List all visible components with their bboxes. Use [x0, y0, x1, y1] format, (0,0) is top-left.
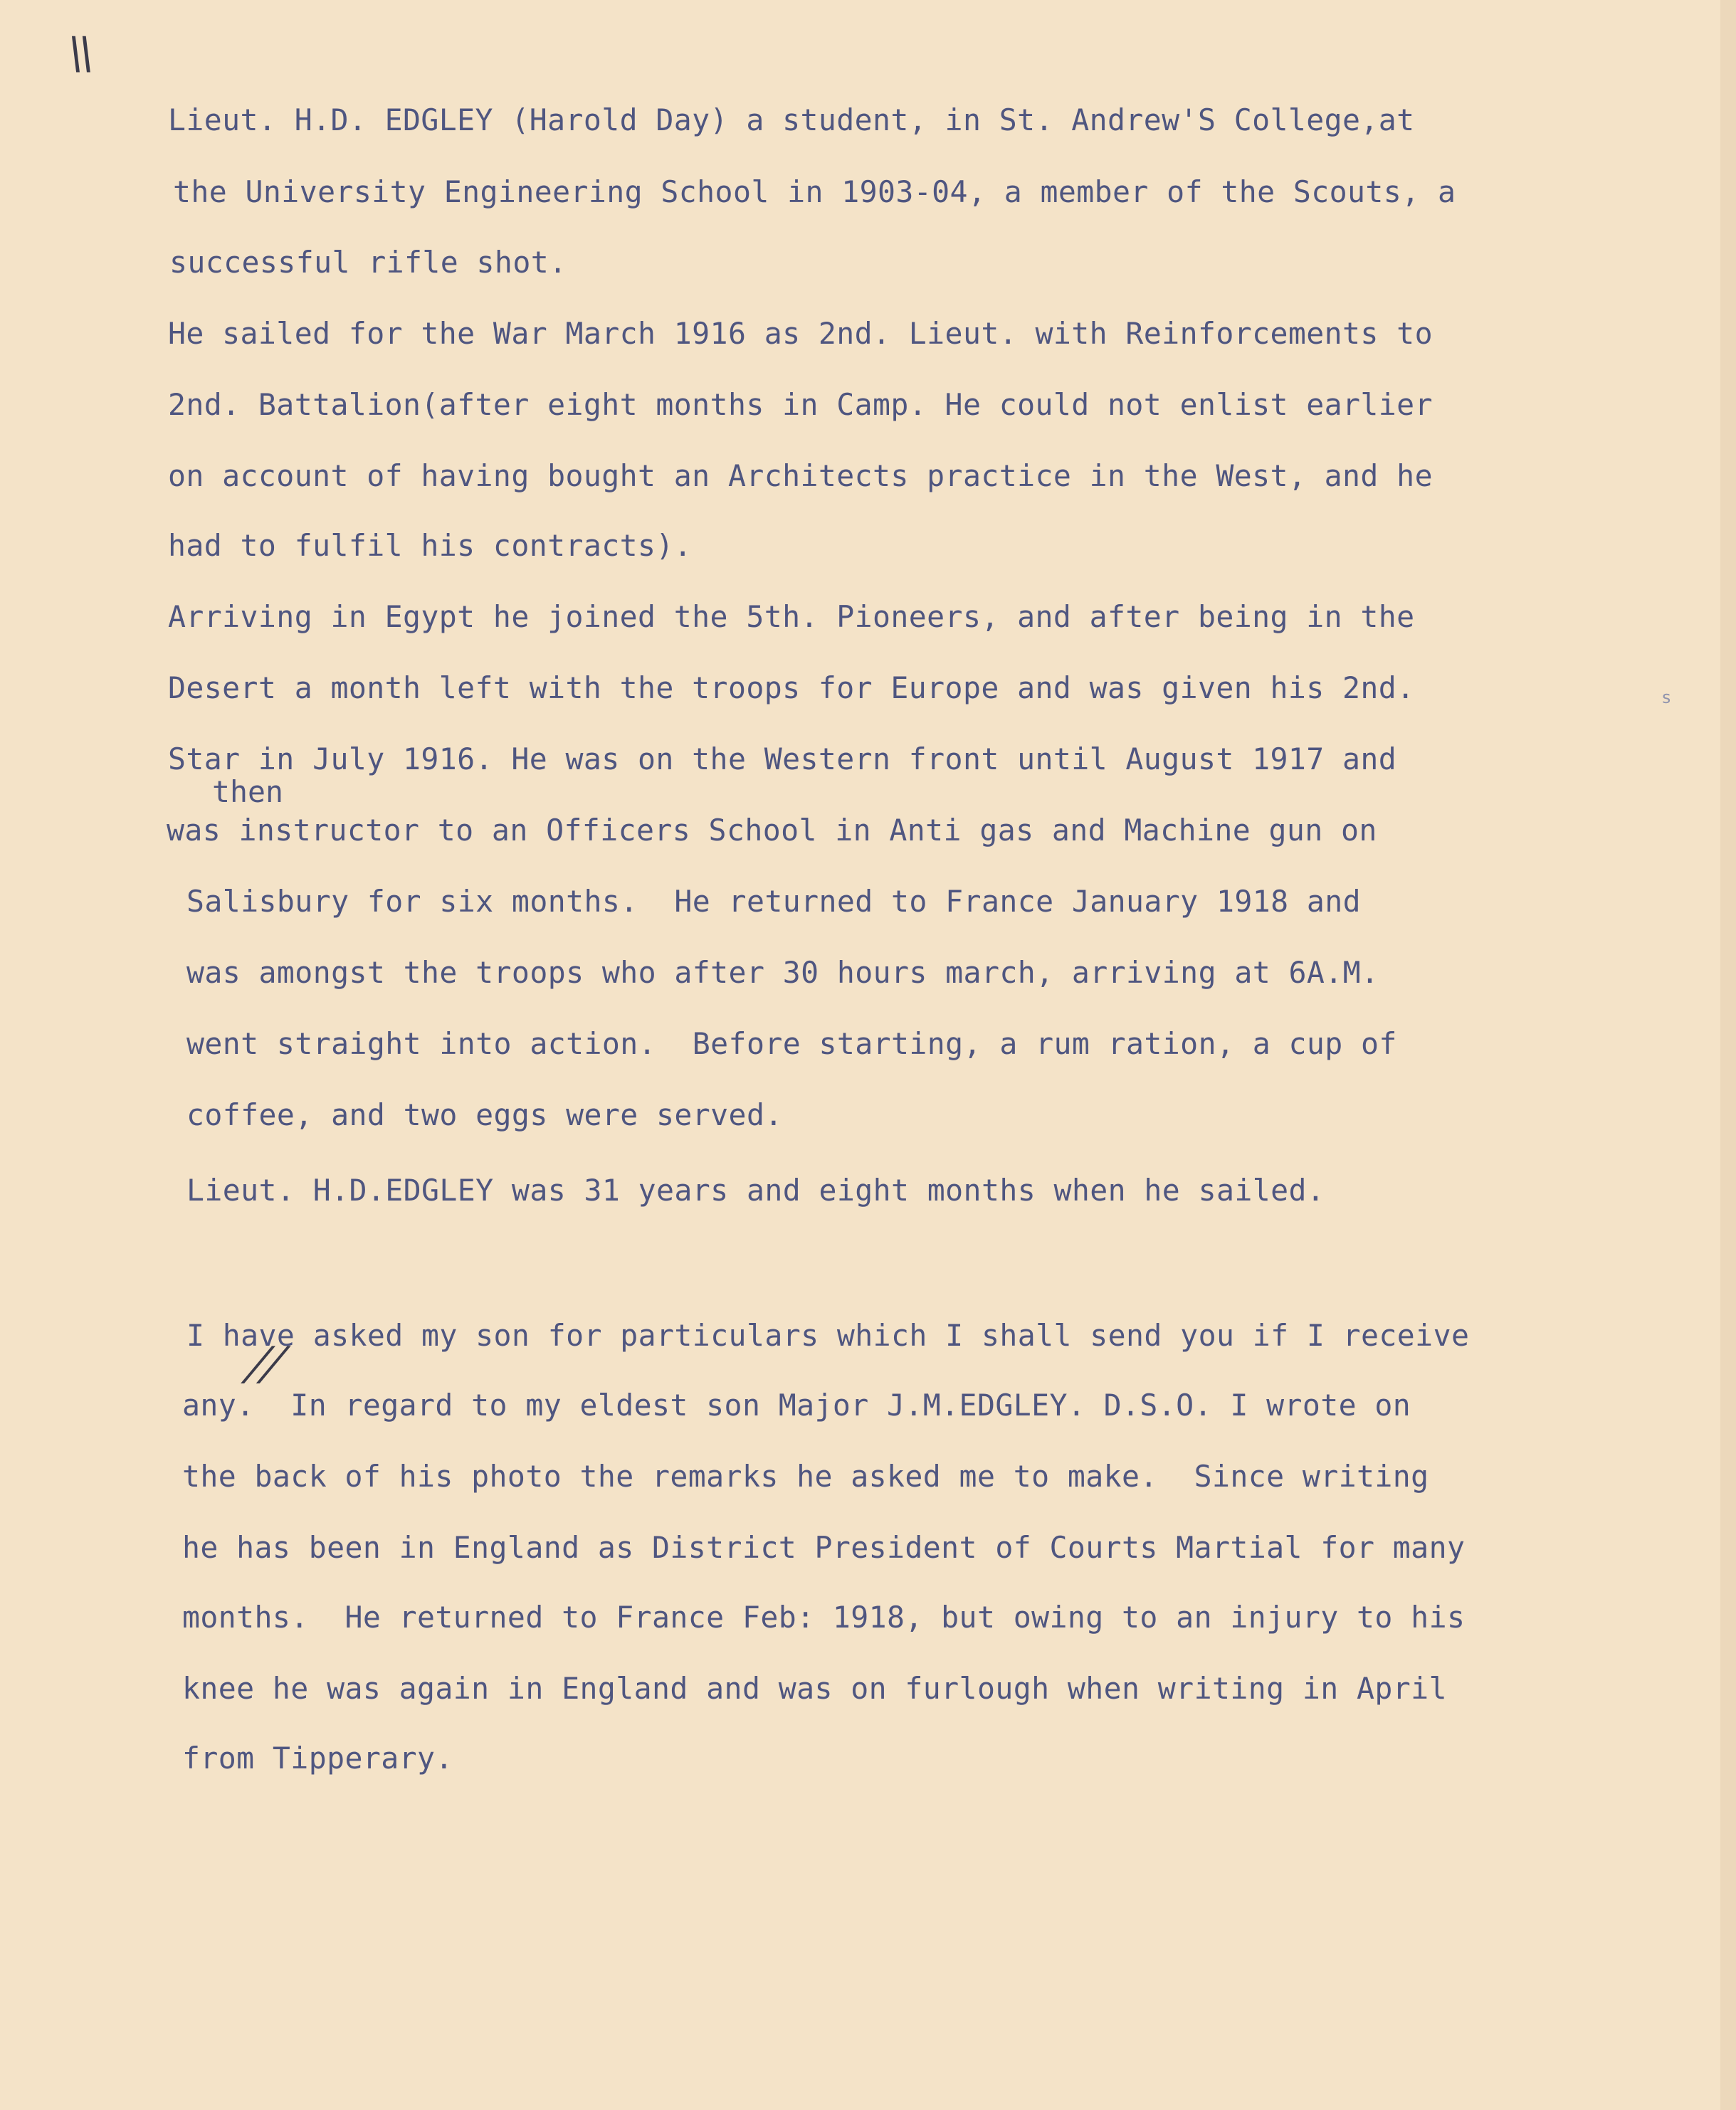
- text-line: months. He returned to France Feb: 1918, but owing to an injury to his: [182, 1600, 1466, 1635]
- text-line: Arriving in Egypt he joined the 5th. Pioneers, and after being in the: [168, 599, 1415, 634]
- text-line: I have asked my son for particulars which I shall send you if I receive: [186, 1318, 1470, 1353]
- text-line: Salisbury for six months. He returned to France January 1918 and: [186, 884, 1362, 919]
- page-edge-shadow: [1720, 0, 1736, 2110]
- text-line: 2nd. Battalion(after eight months in Camp. He could not enlist earlier: [168, 387, 1433, 422]
- text-line: Lieut. H.D. EDGLEY (Harold Day) a student, in St. Andrew'S College,at: [168, 102, 1415, 137]
- text-line: coffee, and two eggs were served.: [186, 1097, 783, 1132]
- text-line: he has been in England as District President of Courts Martial for many: [182, 1530, 1466, 1565]
- text-line: any. In regard to my eldest son Major J.M.EDGLEY. D.S.O. I wrote on: [182, 1388, 1411, 1423]
- text-line: had to fulfil his contracts).: [168, 528, 693, 563]
- text-line: Lieut. H.D.EDGLEY was 31 years and eight months when he sailed.: [186, 1173, 1325, 1208]
- handwritten-corner-mark: \\: [68, 27, 90, 79]
- text-line: knee he was again in England and was on furlough when writing in April: [182, 1671, 1447, 1706]
- text-line: was instructor to an Officers School in Anti gas and Machine gun on: [167, 813, 1377, 848]
- text-line: on account of having bought an Architects practice in the West, and he: [168, 458, 1433, 493]
- text-line: the back of his photo the remarks he asked me to make. Since writing: [182, 1459, 1429, 1494]
- inserted-word: then: [212, 774, 283, 809]
- text-line: He sailed for the War March 1916 as 2nd. Lieut. with Reinforcements to: [168, 316, 1433, 351]
- pencil-mark: //: [241, 1338, 290, 1391]
- text-line: was amongst the troops who after 30 hours march, arriving at 6A.M.: [186, 955, 1379, 990]
- text-line: the University Engineering School in 1903-04, a member of the Scouts, a: [173, 174, 1456, 209]
- text-line: successful rifle shot.: [169, 245, 567, 280]
- stray-typed-mark: s: [1661, 687, 1672, 707]
- text-line: from Tipperary.: [182, 1741, 453, 1776]
- text-line: Desert a month left with the troops for Europe and was given his 2nd.: [168, 670, 1415, 705]
- text-line: Star in July 1916. He was on the Western front until August 1917 and: [168, 742, 1397, 776]
- text-line: went straight into action. Before starting, a rum ration, a cup of: [186, 1026, 1397, 1061]
